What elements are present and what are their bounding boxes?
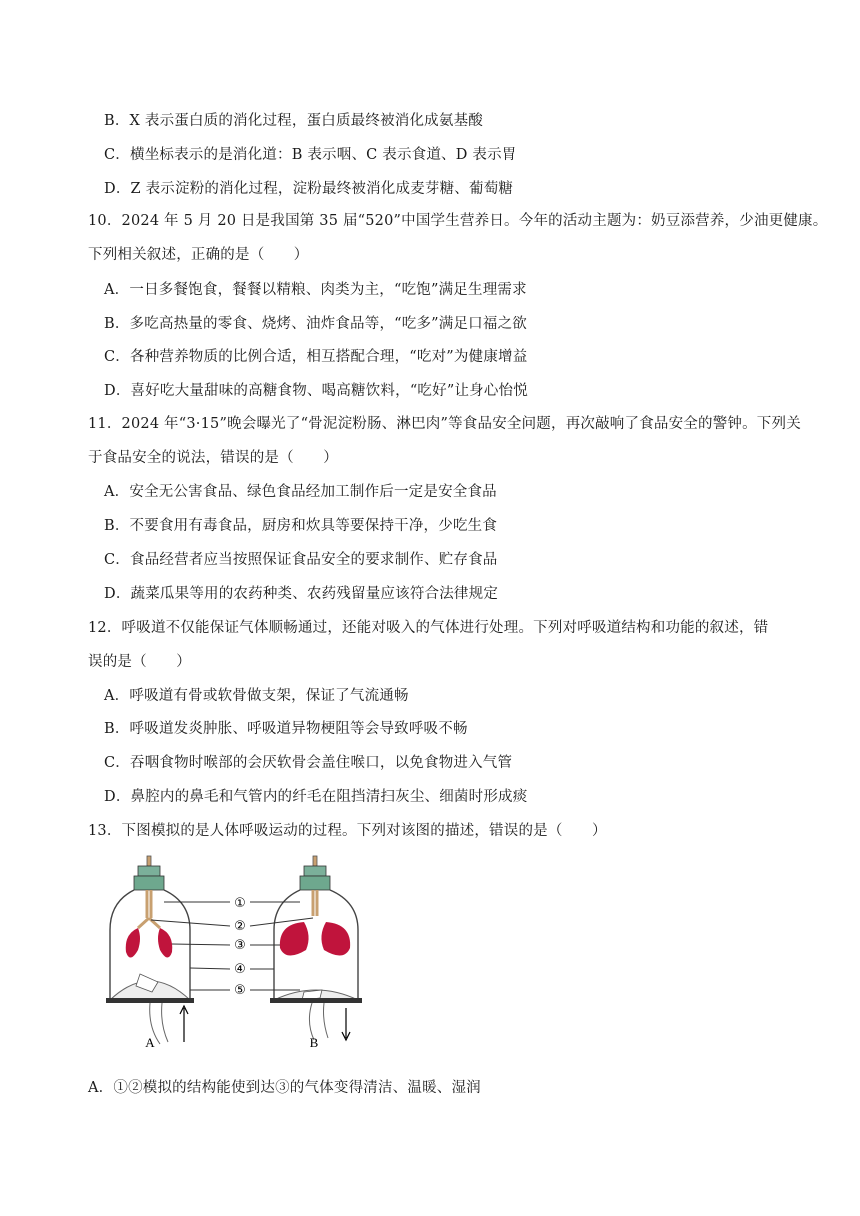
left-lung-b [280,922,309,956]
q13-option-a: A．①②模拟的结构能使到达③的气体变得清洁、温暖、湿润 [88,1080,481,1096]
q9-option-b: B．X 表示蛋白质的消化过程，蛋白质最终被消化成氨基酸 [104,113,483,129]
q10-option-c: C．各种营养物质的比例合适，相互搭配合理，“吃对”为健康增益 [104,349,528,365]
caption-a: A [145,1035,155,1050]
q11-option-d: D．蔬菜瓜果等用的农药种类、农药残留量应该符合法律规定 [104,586,499,602]
label-3: ③ [234,938,246,953]
q11-option-b: B．不要食用有毒食品，厨房和炊具等要保持干净，少吃生食 [104,518,498,534]
label-2: ② [234,919,246,934]
q12-stem-line1: 12．呼吸道不仅能保证气体顺畅通过，还能对吸入的气体进行处理。下列对呼吸道结构和功能的叙述，错 [88,620,769,636]
caption-b: B [309,1035,319,1050]
q9-option-d: D．Z 表示淀粉的消化过程，淀粉最终被消化成麦芽糖、葡萄糖 [104,181,514,197]
q11-option-c: C．食品经营者应当按照保证食品安全的要求制作、贮存食品 [104,552,498,568]
label-1: ① [234,896,246,911]
q10-stem-line2: 下列相关叙述，正确的是（ ） [88,247,309,263]
left-lung-a [126,928,140,958]
q10-stem-line1: 10．2024 年 5 月 20 日是我国第 35 届“520”中国学生营养日。今年的活动主题为：奶豆添营养，少油更健康。 [88,213,828,229]
q11-stem-line1: 11．2024 年“3·15”晚会曝光了“骨泥淀粉肠、淋巴肉”等食品安全问题，再次敲响了食品安全的警钟。下列关 [88,416,801,432]
q12-stem-line2: 误的是（ ） [88,654,191,670]
breathing-model-figure [100,852,380,1052]
q10-option-b: B．多吃高热量的零食、烧烤、油炸食品等，“吃多”满足口福之欲 [104,316,527,332]
right-lung-a [158,928,172,958]
label-5: ⑤ [234,983,246,998]
q12-option-c: C．吞咽食物时喉部的会厌软骨会盖住喉口，以免食物进入气管 [104,755,513,771]
right-lung-b [321,922,350,956]
q12-option-b: B．呼吸道发炎肿胀、呼吸道异物梗阻等会导致呼吸不畅 [104,721,468,737]
bell-jar-b [270,856,362,1040]
label-4: ④ [234,962,246,977]
bell-jar-a [106,856,194,1044]
q9-option-c: C．横坐标表示的是消化道：B 表示咽、C 表示食道、D 表示胃 [104,147,517,163]
q10-option-d: D．喜好吃大量甜味的高糖食物、喝高糖饮料，“吃好”让身心怡悦 [104,383,528,399]
q11-option-a: A．安全无公害食品、绿色食品经加工制作后一定是安全食品 [104,484,497,500]
q13-stem: 13．下图模拟的是人体呼吸运动的过程。下列对该图的描述，错误的是（ ） [88,823,607,839]
q10-option-a: A．一日多餐饱食，餐餐以精粮、肉类为主，“吃饱”满足生理需求 [104,282,527,298]
q11-stem-line2: 于食品安全的说法，错误的是（ ） [88,450,338,466]
q12-option-d: D．鼻腔内的鼻毛和气管内的纤毛在阻挡清扫灰尘、细菌时形成痰 [104,789,528,805]
q12-option-a: A．呼吸道有骨或软骨做支架，保证了气流通畅 [104,688,409,704]
